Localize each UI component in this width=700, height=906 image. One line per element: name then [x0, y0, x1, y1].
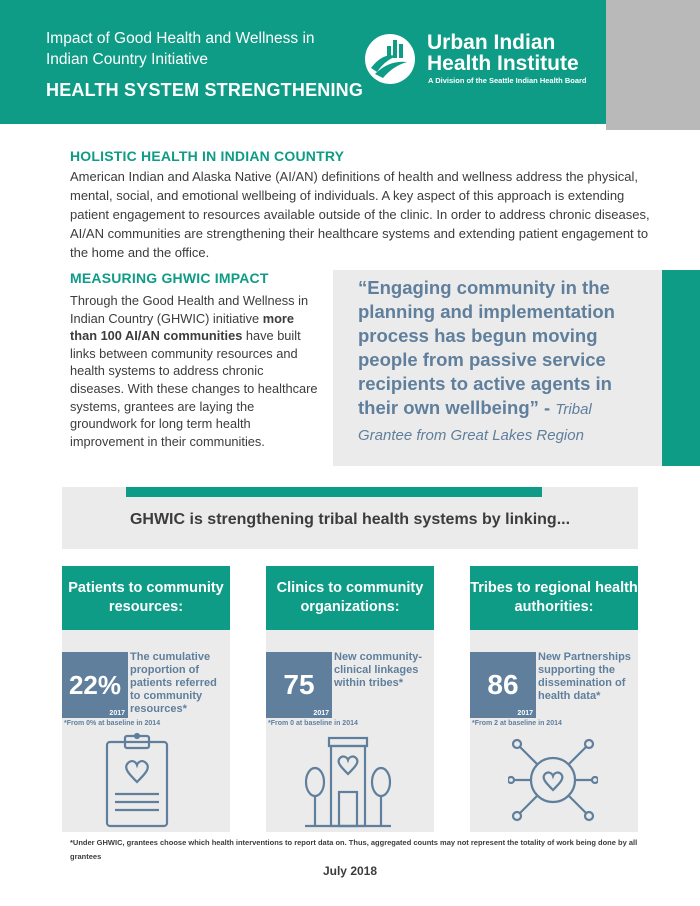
stat-box-clinics	[266, 652, 332, 718]
column-heading-patients: Patients to community resources:	[62, 566, 230, 630]
stat-description: New Partnerships supporting the dissemination of health data*	[538, 651, 631, 702]
section-heading-impact: MEASURING GHWIC IMPACT	[70, 270, 269, 286]
footnote: *Under GHWIC, grantees choose which health interventions to report data on. Thus, aggregated counts may not represent the totality of work being done by all grantees	[70, 838, 638, 861]
quote-text: “Engaging community in the planning and implementation process has begun moving people from passive service recipients to active agents in their own wellbeing” -	[358, 277, 615, 418]
org-name-line2: Health Institute	[427, 52, 579, 75]
pull-quote	[358, 276, 648, 448]
quote-accent-bar	[662, 270, 700, 466]
stat-box-patients	[62, 652, 128, 718]
section-body-impact	[70, 292, 320, 450]
header-accent	[606, 0, 700, 130]
section-body-holistic: American Indian and Alaska Native (AI/AN) definitions of health and wellness address the physical, mental, social, and emotional wellbeing of individuals. A key aspect of this approach is extending patient engagement to resources available outside of the clinic. In order to address chronic diseases, AI/AN communities are strengthening their healthcare systems and extending patient engagement to the home and the office.	[70, 169, 650, 260]
stat-box-tribes	[470, 652, 536, 718]
impact-text-highlight: more than 100 AI/AN communities	[70, 310, 295, 344]
org-name	[427, 32, 579, 74]
stat-baseline-note: *From 2 at baseline in 2014	[472, 720, 562, 727]
page-subtitle: HEALTH SYSTEM STRENGTHENING	[46, 80, 364, 100]
uihi-logo-icon	[363, 32, 417, 86]
page-title: Impact of Good Health and Wellness in Indian Country Initiative	[46, 30, 315, 68]
stat-year: 2017	[313, 710, 329, 717]
stat-description: New community-clinical linkages within tribes*	[334, 651, 423, 689]
publication-date: July 2018	[322, 864, 378, 878]
org-name-line1: Urban Indian	[427, 31, 556, 54]
banner-accent-bar	[126, 487, 542, 497]
network-heart-icon	[508, 732, 598, 830]
org-tagline: A Division of the Seattle Indian Health Board	[428, 76, 587, 85]
impact-text-end: have built links between community resources and health systems to address chronic diseases. With these changes to healthcare systems, grantees are laying the groundwork for long term health improvement in their communities.	[70, 328, 318, 449]
banner-text: GHWIC is strengthening tribal health systems by linking...	[129, 511, 571, 528]
column-heading-tribes: Tribes to regional health authorities:	[470, 566, 638, 630]
building-trees-heart-icon	[303, 732, 393, 830]
stat-baseline-note: *From 0% at baseline in 2014	[64, 720, 161, 727]
stat-year: 2017	[109, 710, 125, 717]
clipboard-heart-icon	[101, 732, 191, 830]
section-heading-holistic: HOLISTIC HEALTH IN INDIAN COUNTRY	[70, 148, 345, 164]
impact-text-start: Through the Good Health and Wellness in Indian Country (GHWIC) initiative	[70, 293, 309, 326]
stat-baseline-note: *From 0 at baseline in 2014	[268, 720, 358, 727]
quote-attribution: Tribal Grantee from Great Lakes Region	[358, 401, 592, 444]
stat-value: 86	[487, 669, 519, 700]
column-heading-clinics: Clinics to community organizations:	[266, 566, 434, 630]
stat-value: 75	[283, 669, 315, 700]
stat-value: 22%	[68, 669, 122, 700]
stat-year: 2017	[517, 710, 533, 717]
stat-description: The cumulative proportion of patients referred to community resources*	[130, 651, 217, 715]
